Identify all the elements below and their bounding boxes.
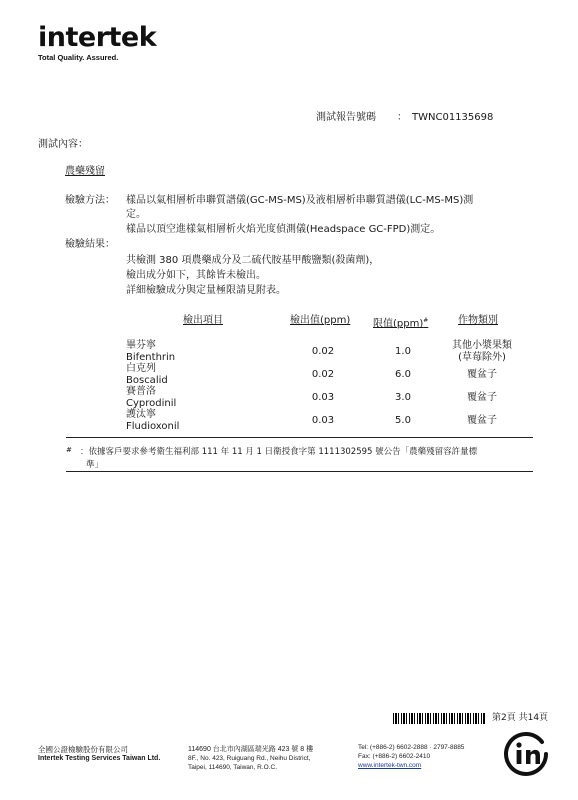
section-title: 農藥殘留	[65, 166, 105, 177]
row-value: 0.03	[311, 392, 335, 403]
address-en-2: Taipei, 114690, Taiwan, R.O.C.	[188, 764, 278, 771]
fax: Fax: (+886-2) 6602-2410	[358, 753, 431, 760]
row-crop-note: (草莓除外)	[458, 352, 506, 363]
header-limit: 限值(ppm)#	[373, 317, 429, 330]
method-line-2: 定。	[126, 209, 146, 220]
result-label: 檢驗結果：	[65, 239, 115, 250]
method-line-3: 樣品以頂空進樣氣相層析火焰光度偵測儀(Headspace GC-FPD)測定。	[126, 224, 441, 235]
footer-company	[38, 745, 160, 764]
company-name-zh: 全國公證檢驗股份有限公司	[38, 745, 128, 754]
result-line-1: 共檢測 380 項農藥成分及二硫代胺基甲酸鹽類(殺菌劑)，	[126, 255, 380, 266]
method-label: 檢驗方法：	[65, 195, 115, 206]
report-number-label: 測試報告號碼	[316, 112, 376, 123]
footnote-line-1: ：依據客戶要求參考衛生福利部 111 年 11 月 1 日衛授食字第 1111302595 號公告「農藥殘留容許量標	[80, 447, 478, 457]
footnote-line-2: 準」	[86, 460, 104, 470]
row-crop: 覆盆子	[467, 392, 497, 403]
row-limit: 5.0	[395, 415, 411, 426]
row-value: 0.02	[311, 346, 335, 357]
footnote-mark: #	[66, 446, 72, 454]
footer-contact	[358, 743, 464, 770]
intertek-logo	[38, 24, 156, 62]
header-limit-sup: #	[423, 317, 429, 324]
tel: Tel: (+886-2) 6602-2888 · 2797-8885	[358, 744, 465, 751]
row-value: 0.03	[311, 415, 335, 426]
divider-top	[66, 437, 533, 438]
result-line-3: 詳細檢驗成分與定量極限請見附表。	[126, 285, 286, 296]
divider-bottom	[66, 471, 533, 472]
row-name-en: Cyprodinil	[126, 398, 177, 409]
header-crop: 作物類別	[458, 315, 498, 326]
website-link[interactable]: www.intertek-twn.com	[358, 762, 422, 769]
row-name-en: Boscalid	[126, 375, 168, 386]
row-crop: 覆盆子	[467, 415, 497, 426]
logo-wordmark: intertek	[38, 22, 157, 53]
row-value: 0.02	[311, 369, 335, 380]
row-limit: 3.0	[395, 392, 411, 403]
row-limit: 1.0	[395, 346, 411, 357]
row-name-en: Bifenthrin	[126, 352, 176, 363]
logo-tagline: Total Quality. Assured.	[38, 53, 119, 62]
row-name-zh: 白克列	[126, 363, 156, 374]
report-number: TWNC01135698	[412, 112, 494, 123]
page-info: 第2頁 共14頁	[492, 713, 549, 723]
header-value: 檢出值(ppm)	[290, 315, 351, 326]
row-name-zh: 護汰寧	[126, 409, 156, 420]
method-line-1: 樣品以氣相層析串聯質譜儀(GC-MS-MS)及液相層析串聯質譜儀(LC-MS-MS)測	[126, 195, 474, 206]
company-name-en: Intertek Testing Services Taiwan Ltd.	[38, 755, 161, 762]
address-en-1: 8F., No. 423, Ruiguang Rd., Neihu District,	[188, 755, 311, 762]
barcode	[393, 713, 486, 724]
row-name-en: Fludioxonil	[126, 421, 180, 432]
report-number-colon: ：	[397, 112, 407, 123]
row-crop: 覆盆子	[467, 369, 497, 380]
row-crop: 其他小漿果類	[452, 340, 512, 351]
footer-address	[188, 745, 313, 772]
header-item: 檢出項目	[183, 315, 223, 326]
address-zh: 114690 台北市內湖區瑞光路 423 號 8 樓	[188, 746, 314, 753]
row-name-zh: 賽普洛	[126, 386, 156, 397]
test-content-label: 測試內容：	[38, 139, 88, 150]
row-limit: 6.0	[395, 369, 411, 380]
result-line-2: 檢出成分如下，其餘皆未檢出。	[126, 270, 266, 281]
intertek-in-badge-icon	[502, 730, 550, 778]
row-name-zh: 畢芬寧	[126, 340, 156, 351]
